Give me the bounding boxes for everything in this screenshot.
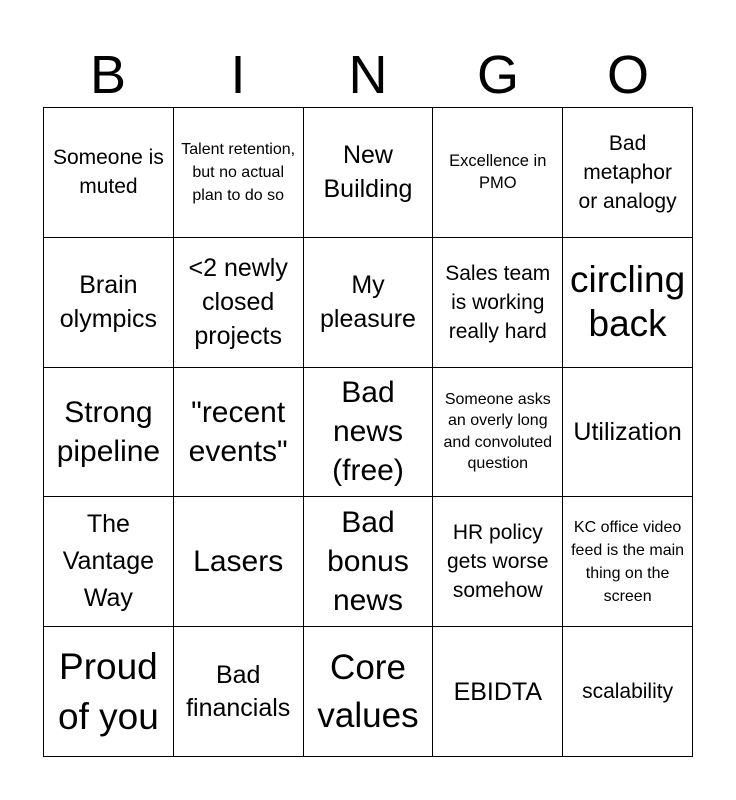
cell-text: EBIDTA (453, 677, 543, 706)
bingo-cell[interactable] (563, 368, 693, 498)
bingo-cell[interactable] (563, 627, 693, 757)
bingo-cell[interactable] (304, 108, 434, 238)
cell-text: Bad metaphor or analogy (578, 131, 677, 213)
cell-text: Bad bonus news (327, 506, 409, 618)
bingo-cell[interactable] (304, 368, 434, 498)
bingo-cell[interactable] (304, 238, 434, 368)
header-letter-o: O (606, 45, 649, 105)
bingo-cell[interactable] (174, 627, 304, 757)
bingo-cell[interactable] (44, 497, 174, 627)
bingo-cell[interactable] (563, 108, 693, 238)
bingo-cell[interactable] (174, 238, 304, 368)
bingo-cell[interactable] (563, 238, 693, 368)
header-letter-g: G (476, 45, 519, 105)
cell-text: Someone asks an overly long and convoluted question (443, 390, 553, 473)
cell-text: Proud of you (58, 645, 159, 737)
bingo-cell[interactable] (433, 238, 563, 368)
cell-text: Bad news (free) (332, 376, 404, 488)
bingo-cell[interactable] (304, 497, 434, 627)
bingo-cell[interactable] (304, 627, 434, 757)
cell-text: HR policy gets worse somehow (447, 521, 549, 603)
bingo-board (43, 107, 693, 757)
cell-text: Core values (317, 647, 419, 735)
header-letter-n: N (348, 45, 388, 105)
cell-text: New Building (323, 141, 413, 204)
cell-text: Lasers (193, 545, 284, 579)
cell-text: Bad financials (186, 660, 291, 722)
cell-text: circling back (570, 259, 686, 345)
bingo-cell[interactable] (563, 497, 693, 627)
cell-text: Talent retention, but no actual plan to do so (181, 140, 296, 204)
bingo-cell[interactable] (174, 108, 304, 238)
cell-text: Utilization (573, 417, 682, 446)
cell-text: Someone is muted (52, 146, 164, 199)
cell-text: scalability (582, 680, 674, 704)
bingo-cell[interactable] (44, 627, 174, 757)
header-letter-b: B (89, 45, 127, 105)
bingo-cell[interactable] (174, 497, 304, 627)
cell-text: <2 newly closed projects (188, 254, 288, 351)
bingo-cell[interactable] (433, 108, 563, 238)
cell-text: Sales team is working really hard (445, 261, 551, 343)
bingo-cell[interactable] (174, 368, 304, 498)
cell-text: Brain olympics (59, 271, 158, 334)
cell-text: KC office video feed is the main thing on the screen (571, 518, 685, 605)
bingo-cell[interactable] (433, 627, 563, 757)
cell-text: Excellence in PMO (449, 152, 547, 193)
bingo-header (43, 44, 693, 106)
cell-text: "recent events" (188, 395, 288, 468)
bingo-cell[interactable] (433, 497, 563, 627)
bingo-cell[interactable] (433, 368, 563, 498)
cell-text: Strong pipeline (56, 395, 161, 468)
bingo-cell[interactable] (44, 238, 174, 368)
header-letter-i: I (230, 45, 246, 105)
bingo-cell[interactable] (44, 108, 174, 238)
cell-text: My pleasure (320, 271, 416, 334)
bingo-cell[interactable] (44, 368, 174, 498)
cell-text: The Vantage Way (62, 510, 155, 613)
